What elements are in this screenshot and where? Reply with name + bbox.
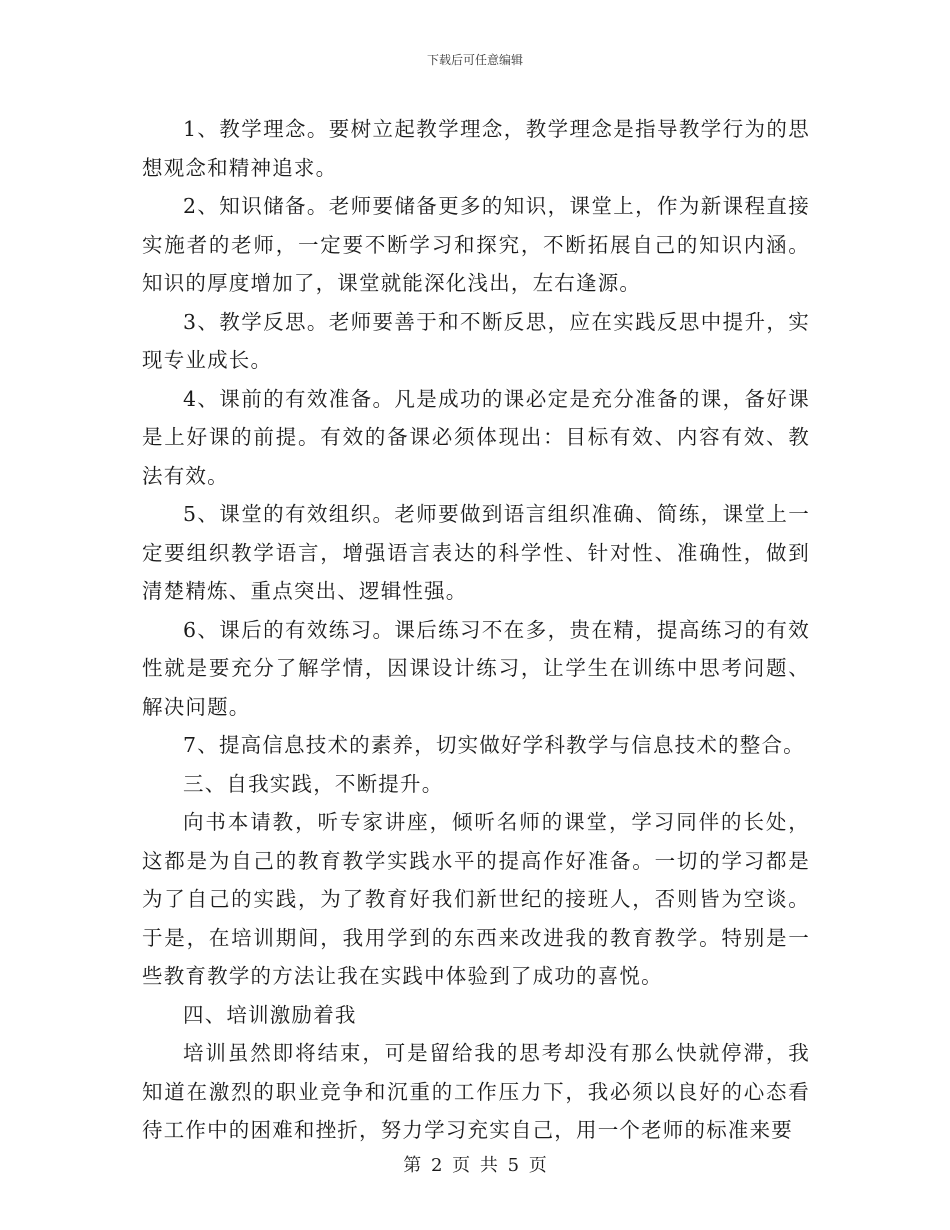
document-body bbox=[142, 110, 810, 1150]
page-header-note: 下载后可任意编辑 bbox=[426, 53, 523, 67]
paragraph-after-class-practice: 6、课后的有效练习。课后练习不在多，贵在精，提高练习的有效性就是要充分了解学情，因课设计练习，让学生在训练中思考问题、解决问题。 bbox=[142, 617, 810, 719]
paragraph-teaching-reflection: 3、教学反思。老师要善于和不断反思，应在实践反思中提升，实现专业成长。 bbox=[142, 309, 810, 372]
paragraph-lesson-preparation: 4、课前的有效准备。凡是成功的课必定是充分准备的课，备好课是上好课的前提。有效的备课必须体现出：目标有效、内容有效、教法有效。 bbox=[142, 386, 810, 488]
paragraph-training-motivation: 培训虽然即将结束，可是留给我的思考却没有那么快就停滞，我知道在激烈的职业竞争和沉重的工作压力下，我必须以良好的心态看待工作中的困难和挫折，努力学习充实自己，用一个老师的标准来要 bbox=[142, 1041, 810, 1142]
paragraph-self-practice: 向书本请教，听专家讲座，倾听名师的课堂，学习同伴的长处，这都是为自己的教育教学实践水平的提高作好准备。一切的学习都是为了自己的实践，为了教育好我们新世纪的接班人，否则皆为空谈。于是，在培训期间，我用学到的东西来改进我的教育教学。特别是一些教育教学的方法让我在实践中体验到了成功的喜悦。 bbox=[142, 810, 810, 988]
section-heading-self-practice: 三、自我实践，不断提升。 bbox=[183, 771, 444, 796]
paragraph-knowledge-reserve: 2、知识储备。老师要储备更多的知识，课堂上，作为新课程直接实施者的老师，一定要不断学习和探究，不断拓展自己的知识内涵。知识的厚度增加了，课堂就能深化浅出，左右逢源。 bbox=[142, 194, 810, 295]
section-heading-training-motivation: 四、培训激励着我 bbox=[183, 1002, 357, 1027]
paragraph-teaching-philosophy: 1、教学理念。要树立起教学理念，教学理念是指导教学行为的思想观念和精神追求。 bbox=[142, 117, 810, 180]
page-number: 第 2 页 共 5 页 bbox=[403, 1155, 547, 1176]
paragraph-classroom-organization: 5、课堂的有效组织。老师要做到语言组织准确、简练，课堂上一定要组织教学语言，增强语言表达的科学性、针对性、准确性，做到清楚精炼、重点突出、逻辑性强。 bbox=[142, 502, 810, 603]
paragraph-information-technology: 7、提高信息技术的素养，切实做好学科教学与信息技术的整合。 bbox=[183, 733, 805, 757]
